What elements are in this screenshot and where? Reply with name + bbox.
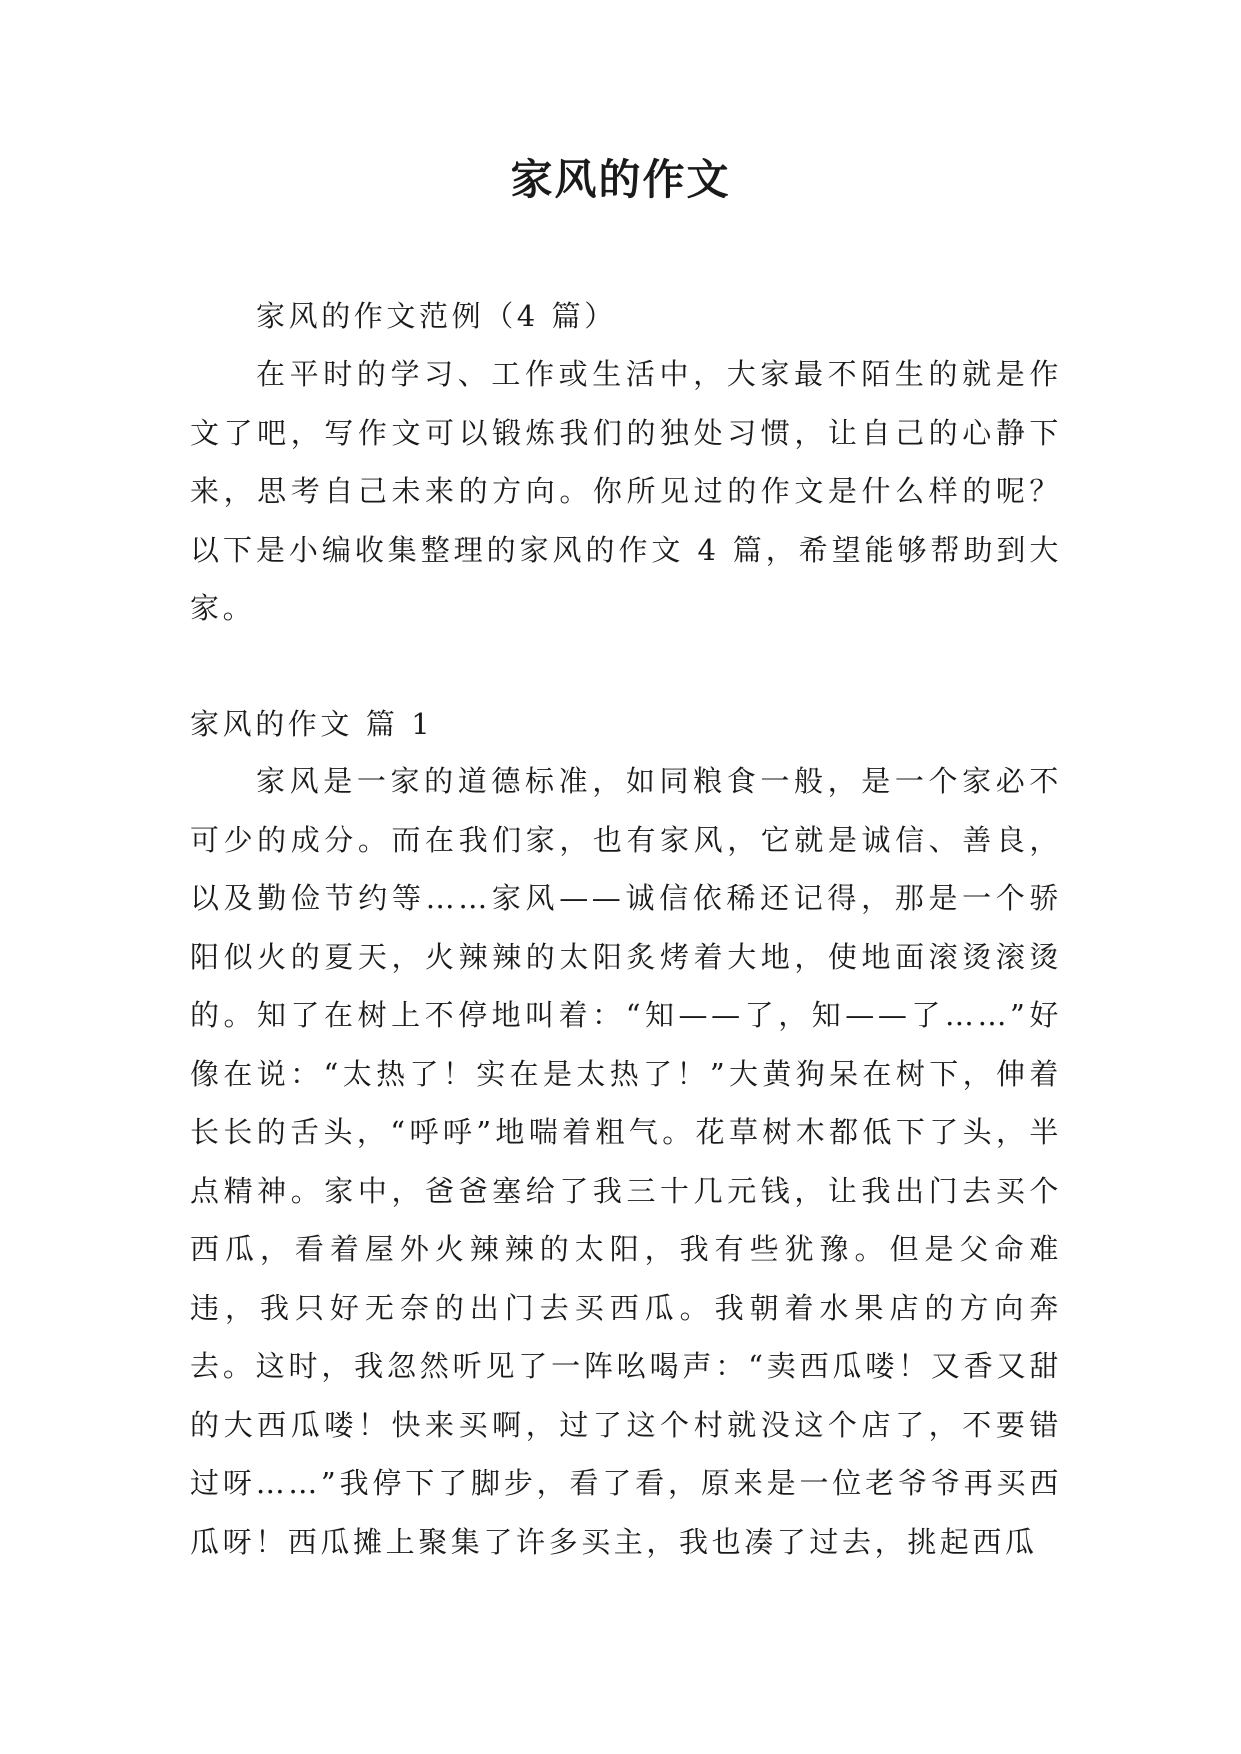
- section-heading: 家风的作文 篇 1: [190, 707, 434, 741]
- document-subtitle: 家风的作文范例（4 篇）: [256, 299, 617, 333]
- document-title: 家风的作文: [510, 155, 731, 204]
- section-body: 家风是一家的道德标准，如同粮食一般，是一个家必不可少的成分。而在我们家，也有家风，它就是诚信、善良，以及勤俭节约等……家风——诚信依稀还记得，那是一个骄阳似火的夏天，火辣辣的太阳炙烤着大地，使地面滚烫滚烫的。知了在树上不停地叫着：“知——了，知——了……”好像在说：“太热了！实在是太热了！”大黄狗呆在树下，伸着长长的舌头，“呼呼”地喘着粗气。花草树木都低下了头，半点精神。家中，爸爸塞给了我三十几元钱，让我出门去买个西瓜，看着屋外火辣辣的太阳，我有些犹豫。但是父命难违，我只好无奈的出门去买西瓜。我朝着水果店的方向奔去。这时，我忽然听见了一阵吆喝声：“卖西瓜喽！又香又甜的大西瓜喽！快来买啊，过了这个村就没这个店了，不要错过呀……”我停下了脚步，看了看，原来是一位老爷爷再买西瓜呀！西瓜摊上聚集了许多买主，我也凑了过去，挑起西瓜: [190, 764, 1062, 1559]
- intro-paragraph: 在平时的学习、工作或生活中，大家最不陌生的就是作文了吧，写作文可以锻炼我们的独处习惯，让自己的心静下来，思考自己未来的方向。你所见过的作文是什么样的呢？以下是小编收集整理的家风的作文 4 篇，希望能够帮助到大家。: [190, 357, 1062, 625]
